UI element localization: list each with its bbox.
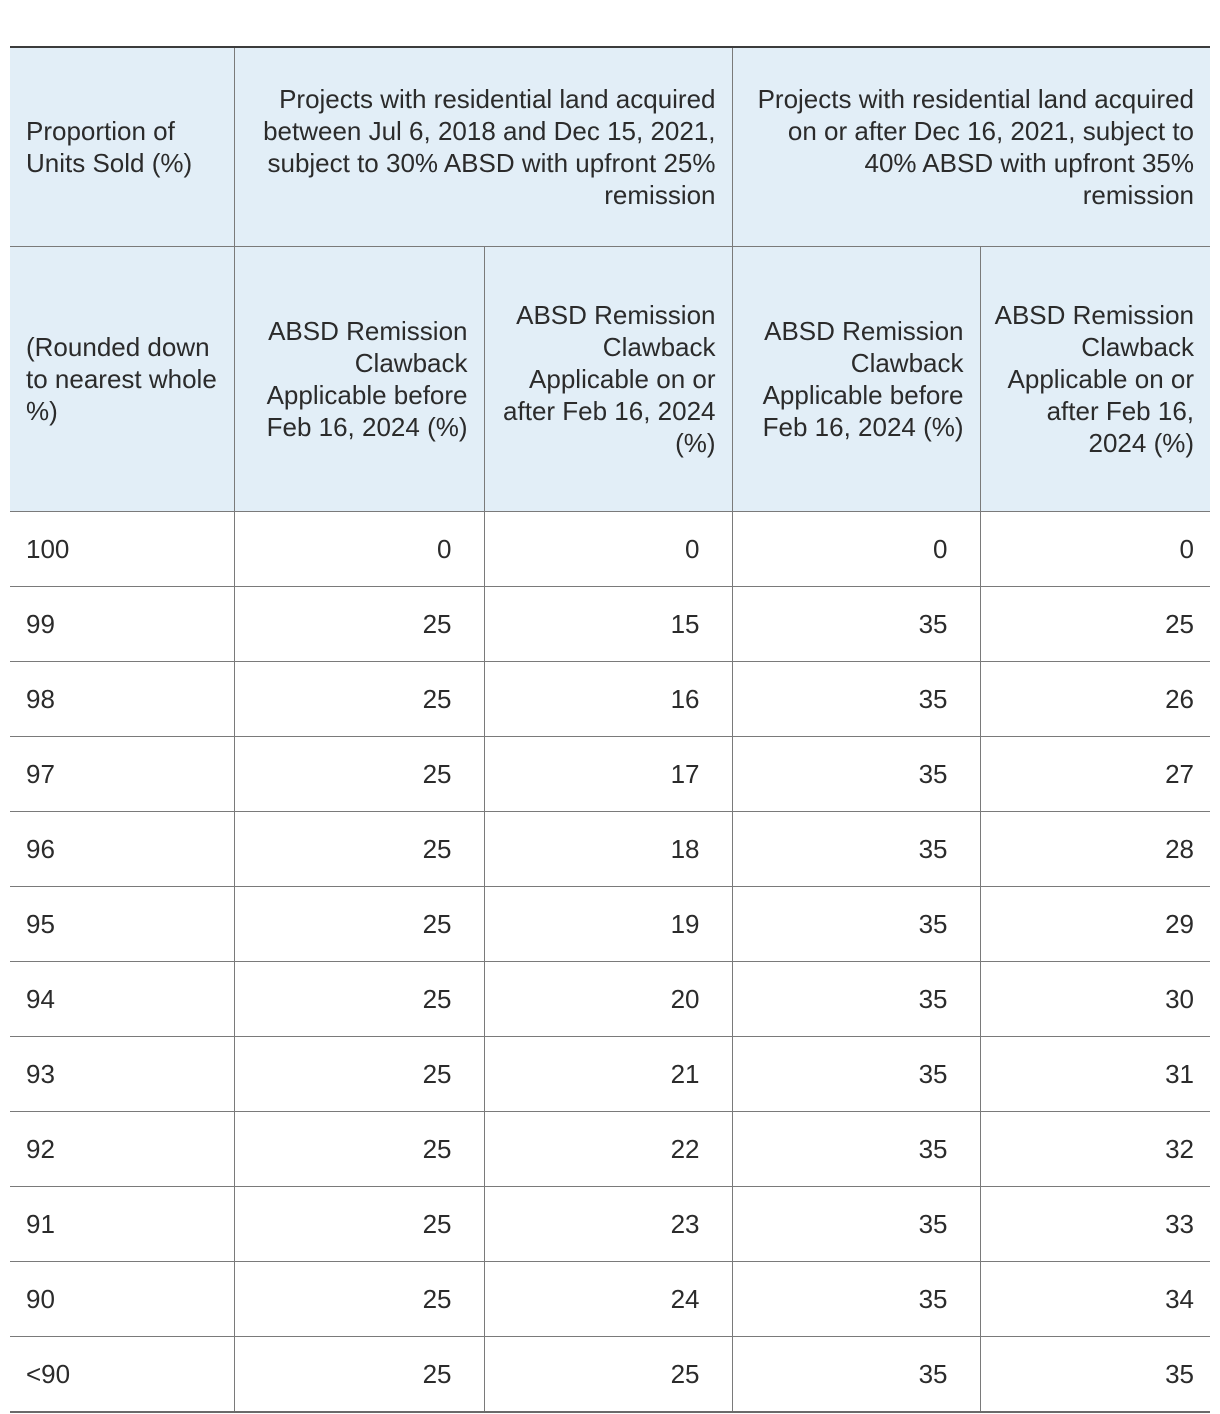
g1-before-feb16-cell: 25	[234, 1112, 484, 1187]
g2-before-feb16-cell: 35	[732, 1112, 980, 1187]
g1-on-after-feb16-cell: 22	[484, 1112, 732, 1187]
clawback-table-container	[10, 46, 1210, 1413]
g1-before-feb16-cell: 25	[234, 1037, 484, 1112]
proportion-sold-cell: 90	[10, 1262, 234, 1337]
g1-before-feb16-cell: 25	[234, 1337, 484, 1413]
header-g1-on-after-feb16: ABSD Remission Clawback Applicable on or after Feb 16, 2024 (%)	[484, 247, 732, 512]
proportion-sold-cell: 97	[10, 737, 234, 812]
g2-before-feb16-cell: 35	[732, 962, 980, 1037]
table-row	[10, 887, 1210, 962]
header-g2-before-feb16: ABSD Remission Clawback Applicable before Feb 16, 2024 (%)	[732, 247, 980, 512]
proportion-sold-cell: 99	[10, 587, 234, 662]
g2-on-after-feb16-cell: 27	[980, 737, 1210, 812]
absd-clawback-table	[10, 46, 1210, 1413]
header-group-2018-2021: Projects with residential land acquired between Jul 6, 2018 and Dec 15, 2021, subject to 30% ABSD with upfront 25% remission	[234, 47, 732, 247]
g1-before-feb16-cell: 25	[234, 812, 484, 887]
g1-on-after-feb16-cell: 24	[484, 1262, 732, 1337]
g1-on-after-feb16-cell: 17	[484, 737, 732, 812]
header-group-2021-onwards: Projects with residential land acquired on or after Dec 16, 2021, subject to 40% ABSD with upfront 35% remission	[732, 47, 1210, 247]
table-row	[10, 1262, 1210, 1337]
table-row	[10, 1337, 1210, 1413]
table-body	[10, 512, 1210, 1413]
g1-before-feb16-cell: 25	[234, 662, 484, 737]
table-row	[10, 812, 1210, 887]
g1-on-after-feb16-cell: 15	[484, 587, 732, 662]
table-row	[10, 1187, 1210, 1262]
g1-on-after-feb16-cell: 16	[484, 662, 732, 737]
g2-before-feb16-cell: 35	[732, 1337, 980, 1413]
header-g2-on-after-feb16: ABSD Remission Clawback Applicable on or after Feb 16, 2024 (%)	[980, 247, 1210, 512]
g1-before-feb16-cell: 25	[234, 587, 484, 662]
header-proportion-units-sold: Proportion of Units Sold (%)	[10, 47, 234, 247]
g2-on-after-feb16-cell: 29	[980, 887, 1210, 962]
g1-on-after-feb16-cell: 19	[484, 887, 732, 962]
g1-on-after-feb16-cell: 23	[484, 1187, 732, 1262]
g1-on-after-feb16-cell: 21	[484, 1037, 732, 1112]
table-row	[10, 962, 1210, 1037]
g2-on-after-feb16-cell: 25	[980, 587, 1210, 662]
proportion-sold-cell: <90	[10, 1337, 234, 1413]
g2-before-feb16-cell: 35	[732, 1262, 980, 1337]
g1-on-after-feb16-cell: 18	[484, 812, 732, 887]
table-row	[10, 737, 1210, 812]
table-row	[10, 587, 1210, 662]
g2-on-after-feb16-cell: 34	[980, 1262, 1210, 1337]
proportion-sold-cell: 95	[10, 887, 234, 962]
table-row	[10, 662, 1210, 737]
table-row	[10, 1037, 1210, 1112]
header-row-groups	[10, 47, 1210, 247]
g1-before-feb16-cell: 25	[234, 887, 484, 962]
g2-before-feb16-cell: 35	[732, 587, 980, 662]
g2-on-after-feb16-cell: 35	[980, 1337, 1210, 1413]
g2-before-feb16-cell: 35	[732, 1037, 980, 1112]
g1-before-feb16-cell: 25	[234, 737, 484, 812]
proportion-sold-cell: 100	[10, 512, 234, 587]
proportion-sold-cell: 94	[10, 962, 234, 1037]
header-g1-before-feb16: ABSD Remission Clawback Applicable before Feb 16, 2024 (%)	[234, 247, 484, 512]
g2-before-feb16-cell: 35	[732, 662, 980, 737]
g1-before-feb16-cell: 25	[234, 1187, 484, 1262]
table-row	[10, 1112, 1210, 1187]
g2-on-after-feb16-cell: 32	[980, 1112, 1210, 1187]
g2-on-after-feb16-cell: 0	[980, 512, 1210, 587]
table-row	[10, 512, 1210, 587]
g1-before-feb16-cell: 25	[234, 962, 484, 1037]
g2-on-after-feb16-cell: 31	[980, 1037, 1210, 1112]
g2-on-after-feb16-cell: 33	[980, 1187, 1210, 1262]
header-rounded-down-note: (Rounded down to nearest whole %)	[10, 247, 234, 512]
proportion-sold-cell: 92	[10, 1112, 234, 1187]
g2-before-feb16-cell: 0	[732, 512, 980, 587]
proportion-sold-cell: 98	[10, 662, 234, 737]
g2-before-feb16-cell: 35	[732, 737, 980, 812]
proportion-sold-cell: 93	[10, 1037, 234, 1112]
g1-before-feb16-cell: 25	[234, 1262, 484, 1337]
g1-on-after-feb16-cell: 25	[484, 1337, 732, 1413]
g1-before-feb16-cell: 0	[234, 512, 484, 587]
g1-on-after-feb16-cell: 20	[484, 962, 732, 1037]
g1-on-after-feb16-cell: 0	[484, 512, 732, 587]
g2-before-feb16-cell: 35	[732, 812, 980, 887]
table-header	[10, 47, 1210, 512]
header-row-subcolumns	[10, 247, 1210, 512]
proportion-sold-cell: 91	[10, 1187, 234, 1262]
g2-before-feb16-cell: 35	[732, 887, 980, 962]
g2-on-after-feb16-cell: 26	[980, 662, 1210, 737]
g2-before-feb16-cell: 35	[732, 1187, 980, 1262]
proportion-sold-cell: 96	[10, 812, 234, 887]
g2-on-after-feb16-cell: 28	[980, 812, 1210, 887]
g2-on-after-feb16-cell: 30	[980, 962, 1210, 1037]
